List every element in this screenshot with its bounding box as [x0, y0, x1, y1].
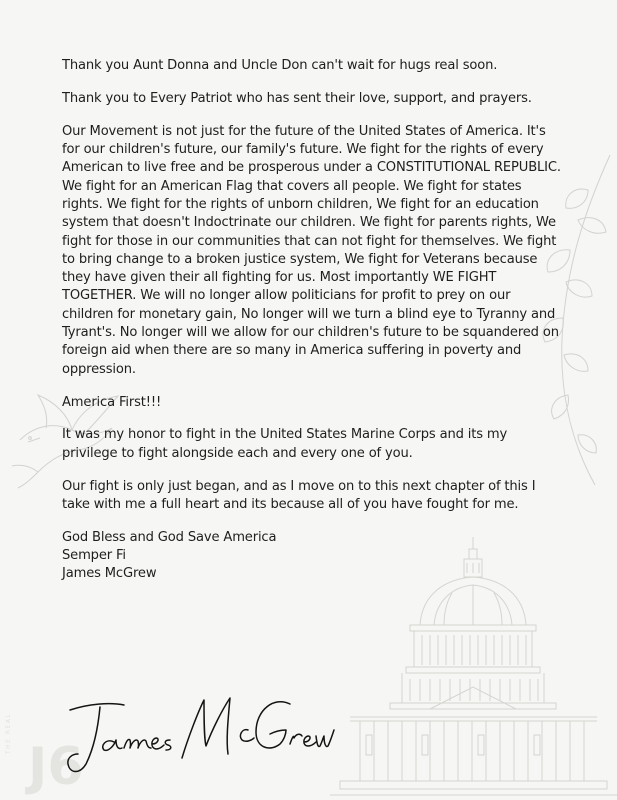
paragraph-thanks-patriots: Thank you to Every Patriot who has sent their love, support, and prayers. [62, 90, 532, 106]
closing-block [62, 529, 562, 584]
watermark-small-text: THE REAL [5, 712, 12, 754]
paragraph-america-first: America First!!! [62, 394, 162, 410]
letter-body [62, 57, 562, 584]
paragraph-movement: Our Movement is not just for the future of the United States of America. It's for our children's future, our family's future. We fight for the rights of every American to live free and be prosperous under a CONSTITUTIONAL REPUBLIC. We fight for an American Flag that covers all people. We fight for states rights. We fight for the rights of unborn children, We fight for an education system that doesn't Indoctrinate our children. We fight for parents rights, We fight for those in our communities that can not fight for themselves. We fight to bring change to a broken justice system, We fight for Veterans because they have given their all fighting for us. Most importantly WE FIGHT TOGETHER. We will no longer allow politicians for profit to prey on our children for monetary gain, No longer will we turn a blind eye to Tyranny and Tyrant's. No longer will we allow for our children's future to be squandered on foreign aid when there are so many in America suffering in poverty and oppression. [62, 123, 561, 377]
watermark-big-text: J6 [28, 737, 84, 797]
handwritten-signature [58, 688, 338, 783]
paragraph-thanks-family: Thank you Aunt Donna and Uncle Don can't wait for hugs real soon. [62, 58, 498, 73]
paragraph-next-chapter: Our fight is only just began, and as I move on to this next chapter of this I take with me a full heart and its because all of you have fought for me. [62, 478, 536, 512]
closing-line-blessing: God Bless and God Save America [62, 529, 277, 545]
closing-line-semper-fi: Semper Fi [62, 548, 126, 564]
closing-line-name: James McGrew [62, 566, 157, 582]
paragraph-marine-corps: It was my honor to fight in the United States Marine Corps and its my privilege to fight alongside each and every one of you. [62, 427, 508, 461]
